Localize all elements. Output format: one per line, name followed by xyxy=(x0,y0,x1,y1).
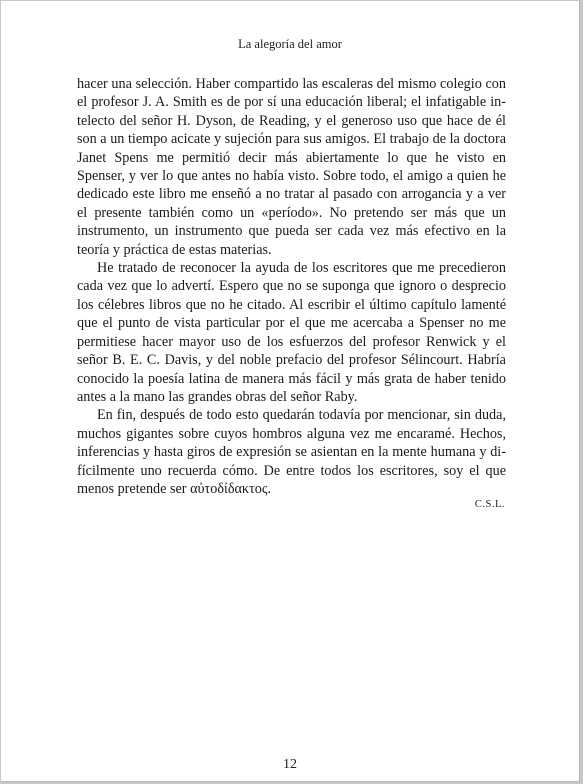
body-text xyxy=(77,75,506,498)
page-number: 12 xyxy=(283,757,297,772)
paragraph-2: He tratado de reconocer la ayuda de los escritores que me precedieron cada vez que lo advertí. Espero que no se suponga que ignoro o desprecio los célebres libros que no he citado. Al escribir el último capítulo lamenté que el punto de vista particular por el que me acercaba a Spenser no me permitiese hacer mayor uso de los esfuerzos del profesor Renwick y el señor B. E. C. Davis, y del noble prefacio del profesor Sélincourt. Habría conocido la poesía latina de manera más fácil y más grata de haber tenido antes a la mano las grandes obras del señor Raby. xyxy=(77,260,506,405)
paragraph-1: hacer una selección. Haber compartido las escaleras del mismo colegio con el profesor J. A. Smith es de por sí una educación liberal; el infatigable intelecto del señor H. Dyson, de Reading, y el generoso uso que hace de él son a un tiempo acicate y sujeción para sus amigos. El trabajo de la doctora Janet Spens me permitió decir más abiertamente lo que he visto en Spenser, y ver lo que antes no había visto. Sobre todo, el amigo a quien he dedicado este libro me enseñó a no tratar al pasado con arrogancia y a ver el presente también como un «período». No pretendo ser más que un instrumento, un instrumento que pueda ser cada vez más efectivo en la teoría y práctica de estas materias. xyxy=(77,76,506,258)
book-page xyxy=(1,1,580,782)
paragraph-3: En fin, después de todo esto quedarán todavía por mencionar, sin duda, muchos gigantes sobre cuyos hombros alguna vez me encaramé. Hechos, inferencias y hasta giros de expresión se asientan en la mente humana y difícilmente uno recuerda cómo. De entre todos los escritores, soy el que menos pretende ser αὐτοδίδακτος. xyxy=(77,407,506,497)
author-initials: C.S.L. xyxy=(474,499,505,510)
running-head: La alegoría del amor xyxy=(238,37,342,51)
